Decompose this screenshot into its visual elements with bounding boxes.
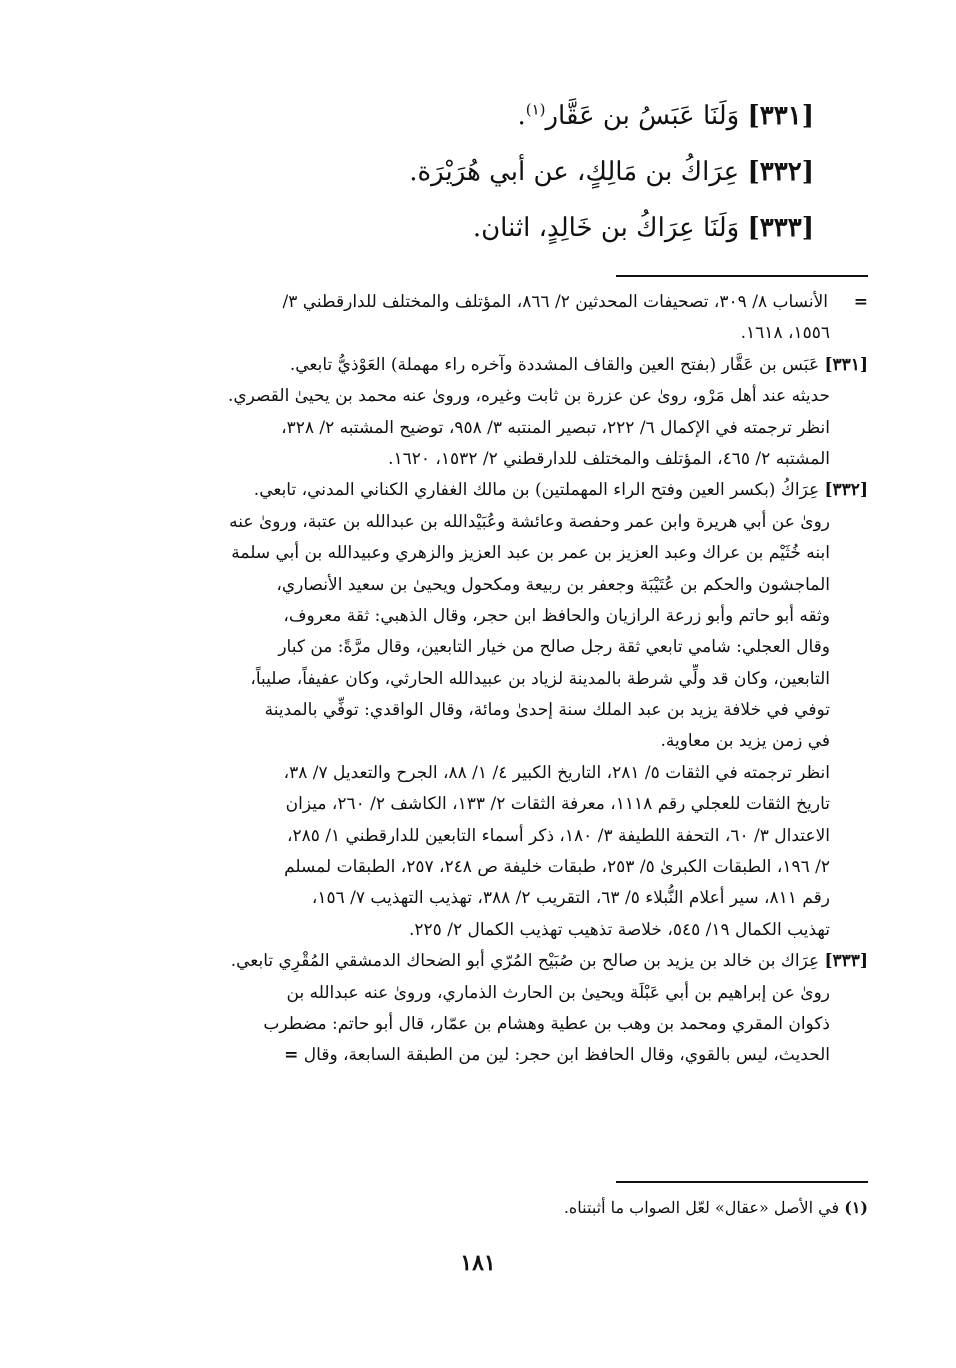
note-line (126, 1040, 868, 1071)
note-text: روىٰ عن إبراهيم بن أبي عَبْلَة ويحيىٰ بن الحارث الذماري، وروىٰ عنه عبدالله بن (286, 982, 830, 1003)
note-line (126, 726, 868, 757)
entry-end: . (517, 101, 526, 131)
note-text: رقم ٨١١، سير أعلام النُّبلاء ٥/ ٦٣، التقريب ٢/ ٣٨٨، تهذيب التهذيب ٧/ ١٥٦، (311, 888, 830, 909)
note-line (126, 1009, 868, 1040)
notes-section (126, 287, 868, 1072)
note-text: ابنه خُثَيْم بن عراك وعبد العزيز بن عمر بن عبد العزيز والزهري وعبيدالله بن أبي سلمة (231, 543, 830, 564)
note-line (126, 852, 868, 883)
continuation-marker: = (853, 292, 868, 312)
note-line-with-marker (126, 1040, 868, 1071)
note-text: انظر ترجمته في الثقات ٥/ ٢٨١، التاريخ الكبير ٤/ ١/ ٨٨، الجرح والتعديل ٧/ ٣٨، (283, 762, 830, 783)
note-line (126, 381, 868, 412)
main-entries (174, 88, 814, 256)
note-line (126, 444, 868, 475)
note-text: وقال العجلي: شامي تابعي ثقة رجل صالح من خيار التابعين، وقال مرَّةً: من كبار (278, 637, 830, 658)
note-entry-header (126, 475, 868, 506)
note-text: تاريخ الثقات للعجلي رقم ١١١٨، معرفة الثقات ٢/ ١٣٣، الكاشف ٢/ ٢٦٠، ميزان (285, 794, 830, 815)
note-text: المشتبه ٢/ ٤٦٥، المؤتلف والمختلف للدارقطني ٢/ ١٥٣٢، ١٦٢٠. (388, 448, 830, 469)
note-text: حديثه عند أهل مَرْو، روىٰ عن عزرة بن ثابت وغيره، وروىٰ عنه محمد بن يحيىٰ القصري. (227, 386, 830, 407)
note-line (126, 664, 868, 695)
note-line (126, 601, 868, 632)
note-line (126, 318, 868, 349)
note-text: عَبَس بن عَقَّار (بفتح العين والقاف المشددة وآخره راء مهملة) العَوْذيُّ تابعي. (289, 354, 820, 375)
note-entry-header (126, 350, 868, 381)
note-text: عِرَاك بن خالد بن يزيد بن صالح بن صُبَيْح المُرّي أبو الضحاك الدمشقي المُقْرِي تابعي. (230, 951, 820, 972)
note-line (126, 507, 868, 538)
note-line (126, 758, 868, 789)
note-text: انظر ترجمته في الإكمال ٦/ ٢٢٢، تبصير المنتبه ٣/ ٩٥٨، توضيح المشتبه ٢/ ٣٢٨، (281, 417, 830, 438)
continuation-marker: = (284, 1045, 299, 1066)
note-text: روىٰ عن أبي هريرة وابن عمر وحفصة وعائشة وعُبَيْدالله بن عبدالله بن عتبة، وروىٰ عنه (229, 511, 830, 532)
entry-number: [٣٣١] (747, 101, 814, 131)
note-text: الحديث، ليس بالقوي، وقال الحافظ ابن حجر: لين من الطبقة السابعة، وقال (303, 1045, 830, 1066)
entry-text: وَلَنَا عَبَسُ بن عَقَّار (545, 101, 740, 131)
note-line (126, 789, 868, 820)
footnote (126, 1194, 868, 1222)
entry-text: عِرَاكُ بن مَالِكٍ، عن أبي هُرَيْرَة. (409, 157, 740, 187)
notes-separator (616, 275, 868, 277)
note-line (126, 570, 868, 601)
note-text: ذكوان المقري ومحمد بن وهب بن عطية وهشام بن عمّار، قال أبو حاتم: مضطرب (263, 1013, 830, 1034)
note-line (126, 632, 868, 663)
main-entry (174, 144, 814, 200)
note-line (126, 883, 868, 914)
note-entry-header (126, 946, 868, 977)
page-number: ١٨١ (460, 1250, 496, 1276)
note-text: ١٥٥٦، ١٦١٨. (740, 323, 830, 344)
note-entry-tag: [٣٣١] (824, 354, 868, 375)
note-text: الماجشون والحكم بن عُتَيْبَة وجعفر بن ربيعة ومكحول ويحيىٰ بن سعيد الأنصاري، (276, 574, 830, 595)
note-line (126, 538, 868, 569)
entry-text: وَلَنَا عِرَاكُ بن خَالِدٍ، اثنان. (472, 213, 740, 243)
entry-number: [٣٣٢] (747, 157, 814, 187)
note-text: توفي في خلافة يزيد بن عبد الملك سنة إحدىٰ ومائة، وقال الواقدي: توفِّي بالمدينة (264, 700, 830, 721)
note-text: عِرَاكُ (بكسر العين وفتح الراء المهملتين) بن مالك الغفاري الكناني المدني، تابعي. (253, 480, 820, 501)
note-line (126, 287, 868, 318)
footnote-ref: (١) (525, 100, 546, 119)
note-text: تهذيب الكمال ١٩/ ٥٤٥، خلاصة تذهيب تهذيب الكمال ٢/ ٢٢٥. (409, 919, 830, 940)
entry-number: [٣٣٣] (747, 213, 814, 243)
note-line (126, 915, 868, 946)
main-entry (174, 200, 814, 256)
note-line (126, 695, 868, 726)
footnote-marker: (١) (844, 1198, 868, 1217)
note-text: وثقه أبو حاتم وأبو زرعة الرازيان والحافظ ابن حجر، وقال الذهبي: ثقة معروف، (283, 605, 830, 626)
note-line (126, 821, 868, 852)
note-entry-tag: [٣٣٣] (824, 951, 868, 972)
note-text: الأنساب ٨/ ٣٠٩، تصحيفات المحدثين ٢/ ٨٦٦، المؤتلف والمختلف للدارقطني ٣/ (282, 292, 828, 312)
footnote-separator (616, 1181, 868, 1183)
note-text: ٢/ ١٩٦، الطبقات الكبرىٰ ٥/ ٢٥٣، طبقات خليفة ص ٢٤٨، ٢٥٧، الطبقات لمسلم (284, 857, 830, 878)
main-entry (174, 88, 814, 144)
note-line (126, 413, 868, 444)
note-text: في زمن يزيد بن معاوية. (660, 731, 830, 752)
footnote-text: في الأصل «عقال» لعّل الصواب ما أثبتناه. (563, 1198, 840, 1217)
note-line (126, 978, 868, 1009)
note-entry-tag: [٣٣٢] (824, 480, 868, 501)
note-text: التابعين، وكان قد ولِّي شرطة بالمدينة لزياد بن عبيدالله الحارثي، وكان عفيفاً، صليباً، (250, 668, 830, 689)
note-text: الاعتدال ٣/ ٦٠، التحفة اللطيفة ٣/ ١٨٠، ذكر أسماء التابعين للدارقطني ١/ ٢٨٥، (286, 825, 830, 846)
